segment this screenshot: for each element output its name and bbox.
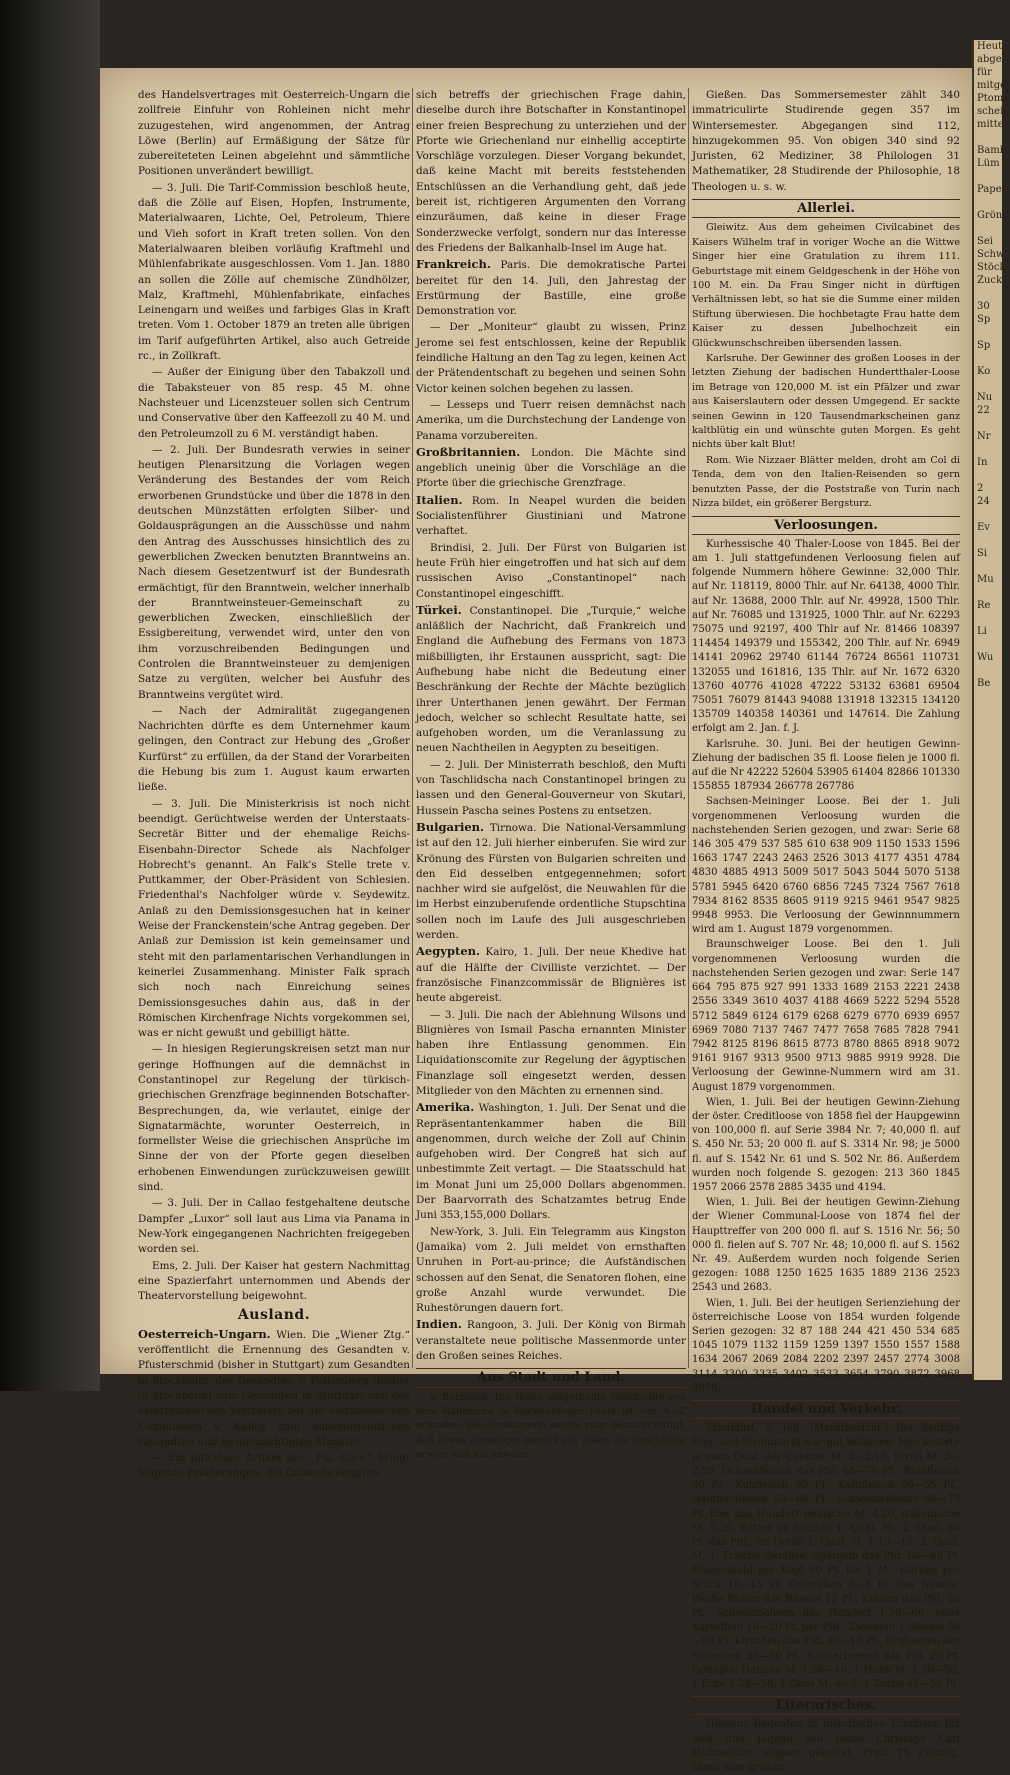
column-3: [692, 88, 960, 1774]
adjacent-page-fragment: [974, 352, 1002, 365]
adjacent-page-fragment: Re: [977, 600, 991, 611]
article-text: Brindisi, 2. Juli. Der Fürst von Bulgarien ist heute Früh hier eingetroffen und hat sich auf dem russischen Aviso „Constantinopel“ nach Constantinopel eingeschifft.: [416, 541, 686, 600]
article-text: Constantinopel. Die „Turquie,“ welche anläßlich der Nachricht, daß Frankreich und England die Aufhebung des Fermans von 1873 mißbilligten, ihr Erstaunen ausspricht, sagt: Die Aufhebung habe nicht die Bedeutung einer Beschränkung der Rechte der Mächte bezüglich ihrer Unterthanen jenen gewährt. Der Ferman jedoch, welcher so schlecht Resultate hatte, sei aufgehoben worden, um die Veranlassung zu neuen Nachtheilen in Aegypten zu beseitigen.: [416, 604, 686, 755]
adjacent-page-fragment: [974, 287, 1002, 300]
article-text: — Außer der Einigung über den Tabakzoll und die Tabaksteuer von 85 resp. 45 M. ohne Nachsteuer und Licenzsteuer sollen sich Centrum und Conservative über den Kaffeezoll zu 40 M. und den Petroleumzoll zu 6 M. verständigt haben.: [138, 366, 410, 440]
article-text: Kurhessische 40 Thaler-Loose von 1845. Bei der am 1. Juli stattgefundenen Verloosung fielen auf folgende Nummern höhere Gewinne: 32,000 Thlr. auf Nr. 118119, 8000 Thlr. auf Nr. 64138, 4000 Thlr. auf Nr. 13688, 2000 Thlr. auf Nr. 49928, 1500 Thlr. auf Nr. 76085 und 131925, 1000 Thlr. auf Nr. 62293 75075 und 92197, 400 Thlr auf Nr. 81466 108397 114454 149379 und 155342, 200 Thlr. auf Nr. 6949 14141 20962 29740 61144 76724 86561 110731 132055 und 161816, 135 Thlr. auf Nr. 1672 6320 13760 40776 41028 47222 53132 63681 69504 75051 76079 81443 94088 131918 132315 134120 135709 140358 140361 und 147614. Die Zahlung erfolgt am 2. Jan. f. J.: [692, 538, 960, 735]
article-text: Wien, 1. Juli. Bei der heutigen Gewinn-Ziehung der öster. Creditloose von 1858 fiel der Haupgewinn von 100,000 fl. auf Serie 3984 Nr. 7; 40,000 fl. auf S. 450 Nr. 53; 20 000 fl. auf S. 3314 Nr. 98; je 5000 fl. auf S. 1542 Nr. 61 und S. 502 Nr. 86. Außerdem wurden noch folgende S. gezogen: 213 360 1845 1957 2066 2578 2885 3435 und 4194.: [692, 1096, 960, 1193]
section-heading-allerlei: Allerlei.: [692, 199, 960, 218]
adjacent-page-fragment: Bamb: [977, 145, 1007, 156]
section-heading-verloosungen: Verloosungen.: [692, 516, 960, 535]
article-text: Rom. Wie Nizzaer Blätter melden, droht am Col di Tenda, dem von den Italien-Reisenden so gern benutzten Passe, der die Poststraße von Turin nach Nizza bildet, ein größerer Bergsturz.: [692, 454, 960, 510]
adjacent-page-fragment: Grön: [977, 210, 1003, 221]
article-text: Wien, 1. Juli. Bei der heutigen Serienziehung der österreichische Loose von 1854 wurden folgende Serien gezogen: 32 87 188 244 421 450 534 685 1045 1079 1132 1159 1259 1397 1550 1557 1588 1634 2067 2069 2084 2202 2397 2457 2774 3008 3114 3300 3335 3402 3533 3654 3790 3872 3968 3979.: [692, 1297, 960, 1394]
article-text: — 3. Juli. Die Tarif-Commission beschloß heute, daß die Zölle auf Eisen, Hopfen, Instrumente, Materialwaaren, Lichte, Oel, Petroleum, Thiere und Vieh sofort in Kraft treten sollen. Von den Materialwaaren bleiben vorläufig Kraftmehl und Mühlenfabrikate ausgeschlossen. Vom 1. Jan. 1880 an sollen die Zölle auf chemische Zündhölzer, Malz, Kraftmehl, Mühlenfabrikate, einfaches Leinengarn und weißes und farbiges Glas in Kraft treten. Vom 1. October 1879 an treten alle übrigen im Tarif aufgeführten Artikel, also auch Getreide rc., in Zollkraft.: [138, 181, 410, 363]
article-text: sich betreffs der griechischen Frage dahin, dieselbe durch ihre Botschafter in Konstantinopel einer freien Besprechung zu unterziehen und der Pforte wie Griechenland nur einhellig acceptirte Vorschläge vorzulegen. Dieser Vorgang bekundet, daß keine Macht mit bereits feststehenden Entschlüssen an die Verhandlung geht, daß jede bereit ist, richtigeren Argumenten den Vorrang einzuräumen, daß keine in dieser Frage Sonderzwecke verfolgt, sondern nur das Interesse des Friedens der Balkanhalb-Insel im Auge hat.: [416, 89, 686, 254]
adjacent-page-fragment: [974, 222, 1002, 235]
article-text: — In hiesigen Regierungskreisen setzt man nur geringe Hoffnungen auf die demnächst in Constantinopel zur Regelung der türkisch-griechischen Grenzfrage beginnenden Botschafter-Besprechungen, da, wie verlautet, einige der Signatarmächte, worunter Oesterreich, in formellster Weise die griechischen Ansprüche im Sinne der von der Pforte gegen dieselben erhobenen Einwendungen zurückzuweisen gewillt sind.: [138, 1043, 410, 1194]
adjacent-page-fragment: [974, 469, 1002, 482]
subsection-heading: Aegypten.: [416, 944, 480, 959]
adjacent-page-fragment: Papet: [977, 184, 1006, 195]
article-text: Rom. In Neapel wurden die beiden Socialistenführer Giustiniani und Matrone verhaftet.: [416, 494, 686, 538]
article-text: Gleiwitz. Aus dem geheimen Civilcabinet des Kaisers Wilhelm traf in voriger Woche an die Wittwe Singer hier eine Gratulation zu ihrem 111. Geburtstage mit einem Geldgeschenk in der Höhe von 100 M. ein. Da Frau Singer nicht in dürftigen Verhältnissen lebt, so hat sie die Summe einer milden Stiftung überwiesen. Die hochbetagte Frau hatte dem Kaiser zu dessen Jubelhochzeit ein Glückwunschschreiben übersenden lassen.: [692, 222, 960, 349]
article-text: — Ein officiöser Artikel der „Pol. Corr.“ bringt folgende Erörterungen: die Cabinete einigten: [138, 1452, 410, 1480]
article-text: Wien, 1. Juli. Bei der heutigen Gewinn-Ziehung der Wiener Communal-Loose von 1874 fiel der Haupttreffer von 200 000 fl. auf S. 1516 Nr. 56; 50 000 fl. fielen auf S. 707 Nr. 48; 10,000 fl. auf S. 1562 Nr. 49. Außerdem wurden noch folgende Serien gezogen: 1088 1250 1625 1635 1889 2136 2523 2543 und 2683.: [692, 1197, 960, 1294]
subsection-heading: Türkei.: [416, 602, 462, 617]
adjacent-page-fragment: Wu: [977, 652, 994, 663]
article-text: — 2. Juli. Der Bundesrath verwies in seiner heutigen Plenarsitzung die Vorlagen wegen Veränderung des Bestandes der vom Reich erworbenen Grundstücke und über die 1878 in den deutschen Münzstätten erfolgten Silber- und Goldausprägungen an die Ausschüsse und nahm den Antrag des Ausschusses hinsichtlich des zu gewerblichen Zwecken benutzten Branntweins an. Nach diesem Gesetzentwurf ist der Bundesrath ermächtigt, für den Branntwein, welcher innerhalb der Branntweinsteuer-Gemeinschaft zu gewerblichen Zwecken, einschließlich der Essigbereitung, verwendet wird, unter den von ihm vorzuschreibenden Bedingungen und Controlen die Branntweinsteuer zu demjenigen Satze zu vergüten, welcher bei Ausfuhr des Branntweins vergütet wird.: [138, 443, 410, 701]
article-text: London. Die Mächte sind angeblich uneinig über die Vorschläge an die Pforte über die griechische Grenzfrage.: [416, 446, 686, 490]
adjacent-page-fragment: [974, 131, 1002, 144]
subsection-heading: Bulgarien.: [416, 819, 485, 834]
adjacent-page-fragment: [974, 638, 1002, 651]
adjacent-page-fragment: [974, 196, 1002, 209]
subsection-heading: Indien.: [416, 1317, 462, 1332]
adjacent-page-fragment: Li: [977, 626, 987, 637]
article-text: Braunschweiger Loose. Bei den 1. Juli vorgenommenen Verloosung wurden die nachstehenden Serien gezogen und zwar: Serie 147 664 795 875 927 991 1333 1689 2153 2221 2438 2556 3349 3610 4037 4188 4669 5222 5294 5528 5712 5849 6124 6179 6268 6279 6770 6939 6957 6969 7080 7137 7467 7477 7658 7685 7828 7941 7942 8125 8196 8615 8773 8780 8865 8918 9072 9161 9167 9313 9500 9713 9885 9919 9928. Die Verloosung der Gewinne-Nummern wird am 31. August 1879 vorgenommen.: [692, 939, 960, 1093]
adjacent-page-fragment: [974, 170, 1002, 183]
article-text: New-York, 3. Juli. Ein Telegramm aus Kingston (Jamaika) vom 2. Juli meldet von ernsthaften Unruhen in Port-au-prince; die Aufständischen schossen auf den Senat, die Senatoren flohen, eine große Anzahl wurde verwundet. Die Ruhestörungen dauern fort.: [416, 1225, 686, 1315]
subsection-heading: Großbritannien.: [416, 444, 521, 459]
column-rule: [412, 88, 413, 1368]
adjacent-page-fragment: Schw: [977, 249, 1005, 260]
adjacent-page-fragment: 30: [977, 301, 990, 312]
column-1: [138, 88, 410, 1480]
article-text: — Der „Moniteur“ glaubt zu wissen, Prinz Jerome sei fest entschlossen, keine der Republik feindliche Haltung an den Tag zu legen, keinen Act der Prätendentschaft zu begehen und seinen Sohn Victor keinen solchen begehen zu lassen.: [416, 321, 686, 395]
article-text: Wien. Die „Wiener Ztg.“ veröffentlicht die Ernennung des Gesandten v. Pfusterschmid (bisher in Stuttgart) zum Gesandten in Stockholm, des Gesandten v. Pottenberg (bisher in Stockholm) zum Gesandten in Stuttgart und des österreichischen Vertreters bei der ostrumelischen Commission v. Kalloy zum außerordentlichen Gesandten und bevollmächtigten Minister.: [138, 1328, 410, 1448]
adjacent-page-fragment: scheid: [977, 106, 1010, 117]
adjacent-page-fragment: abgeh: [977, 54, 1009, 65]
adjacent-page-fragment: Sei: [977, 236, 993, 247]
adjacent-page-fragment: für: [977, 67, 992, 78]
adjacent-page-fragment: Zuck: [977, 275, 1003, 286]
article-text: Kairo, 1. Juli. Der neue Khedive hat auf die Hälfte der Civilliste verzichtet. — Der französische Finanzcommissär de Blignières ist heute abgereist.: [416, 946, 686, 1005]
article-text: Tirnowa. Die National-Versammlung ist auf den 12. Juli hierher einberufen. Sie wird zur Krönung des Fürsten von Bulgarien schreiten und den Eid desselben entgegennehmen; sofort nachher wird sie aufgelöst, die Neuwahlen für die im Herbst einzuberufende ordentliche Stupschtina sollen noch im Laufe des Juli ausgeschrieben werden.: [416, 821, 687, 942]
book-binding: [0, 0, 100, 1391]
article-text: — 3. Juli. Die Ministerkrisis ist noch nicht beendigt. Gerüchtweise werden der Unterstaats-Secretär Bitter und der ehemalige Reichs-Eisenbahn-Director Schede als Nachfolger Hobrecht's genannt. An Falk's Stelle trete v. Puttkammer, der Ober-Präsident von Schlesien. Friedenthal's Nachfolger würde v. Seydewitz. Anlaß zu den Demissionsgesuchen hat in keiner Weise der Franckenstein'sche Antrag gegeben. Der Anlaß zur Demission ist kein gemeinsamer und steht mit den parlamentarischen Verhandlungen in keinerlei Zusammenhang. Minister Falk sprach sich noch nach Einreichung seines Demissionsgesuches dahin aus, daß in der Römischen Kirchenfrage Nichts vorgekommen sei, was er nicht gewußt und gebilligt hätte.: [138, 797, 410, 1040]
article-text: Frankfurt, 2. Juli. (Marktbericht.) Der heutige Heu- und Strohmarkt war gut befahren. Heu kostete je nach Qual. der Centner M. 2—2.10, Stroh M. 2—2.20. Ochsenfleisch das Pfd. 65—70 Pf., Rindfleisch 50 Pf., Kuhfleisch 50 Pf., Kalbfleisch 50—55 Pf., Hammelfleisch 50—66 Pf., Schweinefleisch 60—70 Pf. Eier das Hundert deutsche M. 4.20, italienische M. 5.20. Butter im Großen 1. Qual. 90, 2. Qual. 80 Pf. das Pfd., im Detail 1. Qual. M. 1.10—15, 2. Qual. M. 1. Frische Gemüse: Spargeln das Pfd. 60—80 Pf. Blumenkohl per Kopf 60 Pf. bis 1 M., Gurken per Stück 10—15 Pf. Gelbrüben 6—8 Pf. das Bündel. Weiße Rüben das Bündel 12 Pf., Erbsen das Pfd. 20 Pf., Schneidbohnen das Hundert 1.30—60, neue Kartoffeln 10—20 Pf. per Pfd., Zwiebeln 1 Bündel 50—60 Pf. Kirschen das Pfd. 10—16 Pf., Erdbeeren der Schoppen 25—30 Pf., Klosterbeeren das Pfd. 20 Pf. Geflügel: Hahnen M. 1.26—40, 1 Huhn M. 1.30—50, 1 Ente 2.20—50, 1 Gans M. 4—5, 1 Taube 45—50 Pf.: [692, 1423, 960, 1690]
article-text: — Lesseps und Tuerr reisen demnächst nach Amerika, um die Durchstechung der Landenge von Panama vorzubereiten.: [416, 398, 686, 442]
adjacent-page-fragment: [974, 417, 1002, 430]
adjacent-page-fragment: [974, 612, 1002, 625]
article-text: — 3. Juli. Der in Callao festgehaltene deutsche Dampfer „Luxor“ soll laut aus Lima via Panama in New-York eingegangenen Nachrichten freigegeben worden sei.: [138, 1197, 410, 1256]
adjacent-page-fragment: 22: [977, 405, 990, 416]
adjacent-page-fragment: Ev: [977, 522, 990, 533]
adjacent-page-fragment: Nr: [977, 431, 991, 442]
adjacent-page-fragment: [974, 326, 1002, 339]
article-text: Gießen. Das Sommersemester zählt 340 immatriculirte Studirende gegen 357 im Wintersemester. Abgegangen sind 112, hinzugekommen 95. Von obigen 340 sind 92 Juristen, 62 Mediziner, 38 Philologen 31 Mathematiker, 28 Studirende der Philosophie, 18 Theologen u. s. w.: [692, 89, 960, 193]
article-text: Paris. Die demokratische Partei bereitet für den 14. Juli, den Jahrestag der Erstürmung der Bastille, eine große Demonstration vor.: [416, 259, 686, 318]
adjacent-page-fragment: In: [977, 457, 988, 468]
section-heading-stadt-und-land: Aus Stadt und Land.: [416, 1368, 686, 1387]
adjacent-page-fragment: Mu: [977, 574, 994, 585]
adjacent-page-fragment: Heut: [977, 41, 1003, 52]
section-heading-handel: Handel und Verkehr.: [692, 1400, 960, 1419]
article-text: — Nach der Admiralität zugegangenen Nachrichten dürfte es dem Unternehmer kaum gelingen, den Contract zur Hebung des „Großer Kurfürst“ zu erfüllen, da der Stand der Vorarbeiten die Hebung bis zum 1. August kaum erwarten ließe.: [138, 704, 410, 794]
adjacent-page-fragment: Be: [977, 678, 991, 689]
adjacent-page-fragment: mitge: [977, 80, 1007, 91]
article-text: Washington, 1. Juli. Der Senat und die Repräsentantenkammer haben die Bill angenommen, durch welche der Zoll auf Chinin aufgehoben wird. Der Congreß hat sich auf unbestimmte Zeit vertagt. — Die Staatsschuld hat im Monat Juni um 25,000 Dollars abgenommen. Der Baarvorrath des Schatzamtes betrug Ende Juni 353,155,000 Dollars.: [416, 1102, 687, 1222]
section-heading-ausland: Ausland.: [237, 1307, 311, 1324]
adjacent-page-fragment: mittel: [977, 119, 1007, 130]
adjacent-page-fragment: Stöck: [977, 262, 1006, 273]
adjacent-page-fragment: Ko: [977, 366, 991, 377]
adjacent-page-fragment: [974, 560, 1002, 573]
article-text: — 2. Juli. Der Ministerrath beschloß, den Mufti von Taschlidscha nach Constantinopel bringen zu lassen und den General-Gouverneur von Skutari, Hussein Pascha seines Postens zu entsetzen.: [416, 758, 686, 817]
adjacent-page-fragment: [974, 534, 1002, 547]
adjacent-page-fragment: [974, 443, 1002, 456]
adjacent-page-fragment: [974, 664, 1002, 677]
adjacent-page-fragment: Lüm: [977, 158, 1000, 169]
article-text: Karlsruhe. Der Gewinner des großen Looses in der letzten Ziehung der badischen Hundertthaler-Loose im Betrage von 120,000 M. ist ein Pfälzer und zwar aus Kaiserslautern oder dessen Umgegend. Er sackte seinen Gewinn in 120 Tausendmarkscheinen ganz kaltblütig ein und wünschte guten Morgen. Es geht nichts über kalt Blut!: [692, 353, 960, 451]
column-rule: [688, 88, 689, 1368]
adjacent-page-fragment: Sp: [977, 314, 991, 325]
adjacent-page-fragment: Nu: [977, 392, 993, 403]
column-2: [416, 88, 687, 1461]
subsection-heading: Italien.: [416, 492, 463, 507]
article-text: Karlsruhe. 30. Juni. Bei der heutigen Gewinn-Ziehung der badischen 35 fl. Loose fielen je 1000 fl. auf die Nr 42222 52604 53905 61404 82866 101330 155855 187934 266778 267786: [692, 738, 960, 793]
article-text: Ems, 2. Juli. Der Kaiser hat gestern Nachmittag eine Spazierfahrt unternommen und Abends der Theatervorstellung beigewohnt.: [138, 1259, 410, 1303]
article-text: Rangoon, 3. Juli. Der König von Birmah veranstaltete neue politische Massenmorde unter den Großen seines Reiches.: [416, 1319, 686, 1363]
adjacent-page-fragment: Si: [977, 548, 988, 559]
article-text: s. Butzbach. Die Ihnen mitgetheilte Geschichte von dem Raubmord in Rockenberger Felde ist von A—Z erfunden. Die Gendamerie wurde zwar benachrichtigt, daß etwas derartiges passirt sei, allein die Geschichte erwies sich als unwahr.: [416, 1391, 686, 1461]
adjacent-page-fragment: [974, 378, 1002, 391]
section-heading-literarisches: Literarisches.: [692, 1696, 960, 1715]
subsection-heading: Amerika.: [416, 1100, 475, 1115]
subsection-heading: Oesterreich-Ungarn.: [138, 1326, 271, 1341]
adjacent-page-strip: [972, 40, 1010, 1380]
adjacent-page-fragment: Ptoms: [977, 93, 1009, 104]
article-text: Sachsen-Meininger Loose. Bei der 1. Juli vorgenommenen Verloosung wurden die nachstehenden Serien gezogen, und zwar: Serie 68 146 305 479 537 585 610 638 909 1150 1533 1596 1663 1747 2243 2463 2526 3013 4177 4351 4784 4830 4885 4913 5009 5017 5043 5044 5070 5138 5781 5945 6420 6760 6856 7245 7324 7567 7618 7934 8162 8535 8605 9119 9215 9461 9547 9825 9948 9953. Die Verloosung der Gewinnnummern wird am 1. August 1879 vorgenommen.: [692, 796, 960, 936]
article-text: — 3. Juli. Die nach der Ablehnung Wilsons und Blignières von Ismail Pascha ernannten Minister haben ihre Entlassung genommen. Ein Liquidationscomite zur Regelung der ägyptischen Finanzlage soll eingesetzt werden, dessen Mitglieder von den Mächten zu ernennen sind.: [416, 1008, 686, 1097]
article-text: Hessens Regenten in historischen Umrissen für Volk und Jugend von Jakob Christoph Carl Hoffmeister, elegant geheftet, Preis 75 Pfennig. Diese zum großen: [692, 1719, 960, 1774]
adjacent-page-fragment: [974, 586, 1002, 599]
adjacent-page-fragment: 2: [977, 483, 984, 494]
adjacent-page-fragment: Sp: [977, 340, 991, 351]
adjacent-page-fragment: [974, 508, 1002, 521]
adjacent-page-fragment: 24: [977, 496, 990, 507]
article-text: des Handelsvertrages mit Oesterreich-Ungarn die zollfreie Einfuhr von Rohleinen nicht mehr zuzugestehen, wird angenommen, der Antrag Löwe (Berlin) auf Ermäßigung der Sätze für zubereiteteten Leinen abgelehnt und sämmtliche Positionen unverändert bewilligt.: [138, 89, 410, 178]
subsection-heading: Frankreich.: [416, 257, 491, 272]
